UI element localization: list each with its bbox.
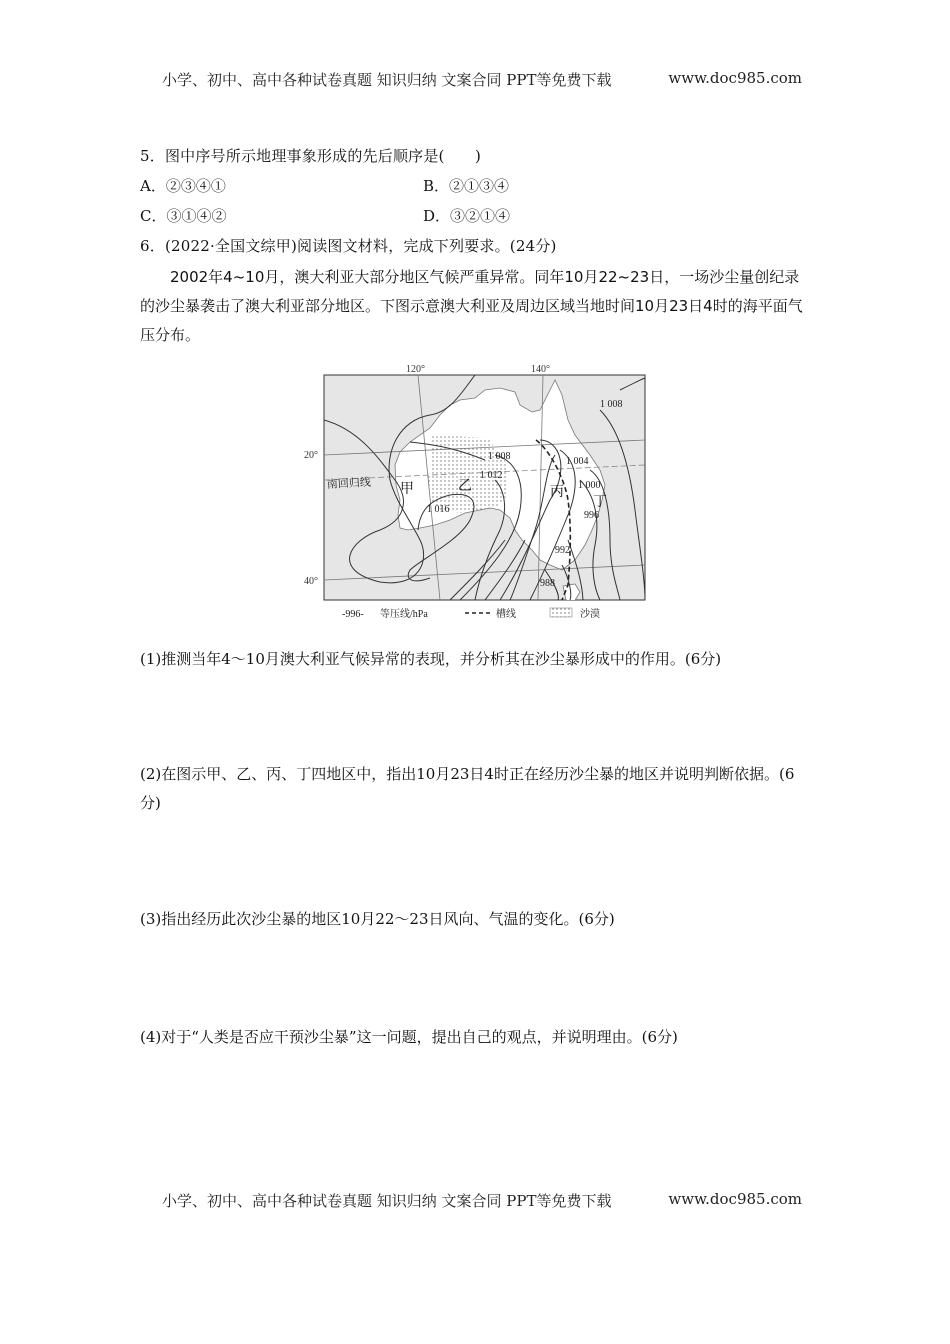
footer-url: www.doc985.com [668,1190,802,1208]
legend-isobar-symbol: -996- [342,609,364,620]
lon-label-120: 120° [406,364,425,375]
legend-desert-symbol [550,608,572,617]
tropic-label: 南回归线 [326,476,372,491]
isobar-label: 1 004 [566,456,589,467]
option-b: B．②①③④ [423,177,510,195]
lat-label-20: 20° [304,450,318,461]
question-5-stem: 5．图中序号所示地理事象形成的先后顺序是( ) [140,147,482,165]
isobar-label: 988 [540,578,555,589]
header-text: 小学、初中、高中各种试卷真题 知识归纳 文案合同 PPT等免费下载 [162,71,612,89]
isobar-label: 1 012 [480,470,503,481]
map-legend [342,607,600,620]
subquestion-2: (2)在图示甲、乙、丙、丁四地区中，指出10月23日4时正在经历沙尘暴的地区并说明判断依据。(6分) [140,765,795,812]
region-bing: 丙 [550,485,564,500]
isobar-label: 996 [584,510,599,521]
lat-label-40: 40° [304,576,318,587]
option-a: A．②③④① [140,177,226,195]
legend-trough-label: 槽线 [496,609,516,620]
question-6-stem: 6．(2022·全国文综甲)阅读图文材料，完成下列要求。(24分) [140,237,557,255]
lon-label-140: 140° [531,364,550,375]
legend-desert-label: 沙漠 [580,609,600,620]
header-url: www.doc985.com [668,69,802,87]
footer-text: 小学、初中、高中各种试卷真题 知识归纳 文案合同 PPT等免费下载 [162,1192,612,1210]
region-ding: 丁 [593,495,607,510]
option-c: C．③①④② [140,207,227,225]
option-d: D．③②①④ [423,207,511,225]
isobar-label: 1 008 [600,399,623,410]
page-footer [162,1190,802,1211]
isobar-label: 992 [555,545,570,556]
legend-isobar-label: 等压线/hPa [380,609,428,620]
subquestion-3: (3)指出经历此次沙尘暴的地区10月22～23日风向、气温的变化。(6分) [140,910,615,928]
subquestion-1: (1)推测当年4～10月澳大利亚气候异常的表现，并分析其在沙尘暴形成中的作用。(6分) [140,650,722,668]
page-header [162,69,802,90]
pressure-map-figure [300,360,660,630]
isobar-label: 1 000 [578,480,601,491]
question-6-material: 2002年4~10月，澳大利亚大部分地区气候严重异常。同年10月22~23日，一场沙尘量创纪录的沙尘暴袭击了澳大利亚部分地区。下图示意澳大利亚及周边区域当地时间10月23日4时的海平面气压分布。 [140,268,803,344]
isobar-label: 1 016 [427,504,450,515]
isobar-label: 1 008 [488,451,511,462]
region-yi: 乙 [458,479,472,494]
subquestion-4: (4)对于“人类是否应干预沙尘暴”这一问题，提出自己的观点，并说明理由。(6分) [140,1028,678,1046]
region-jia: 甲 [400,482,414,497]
